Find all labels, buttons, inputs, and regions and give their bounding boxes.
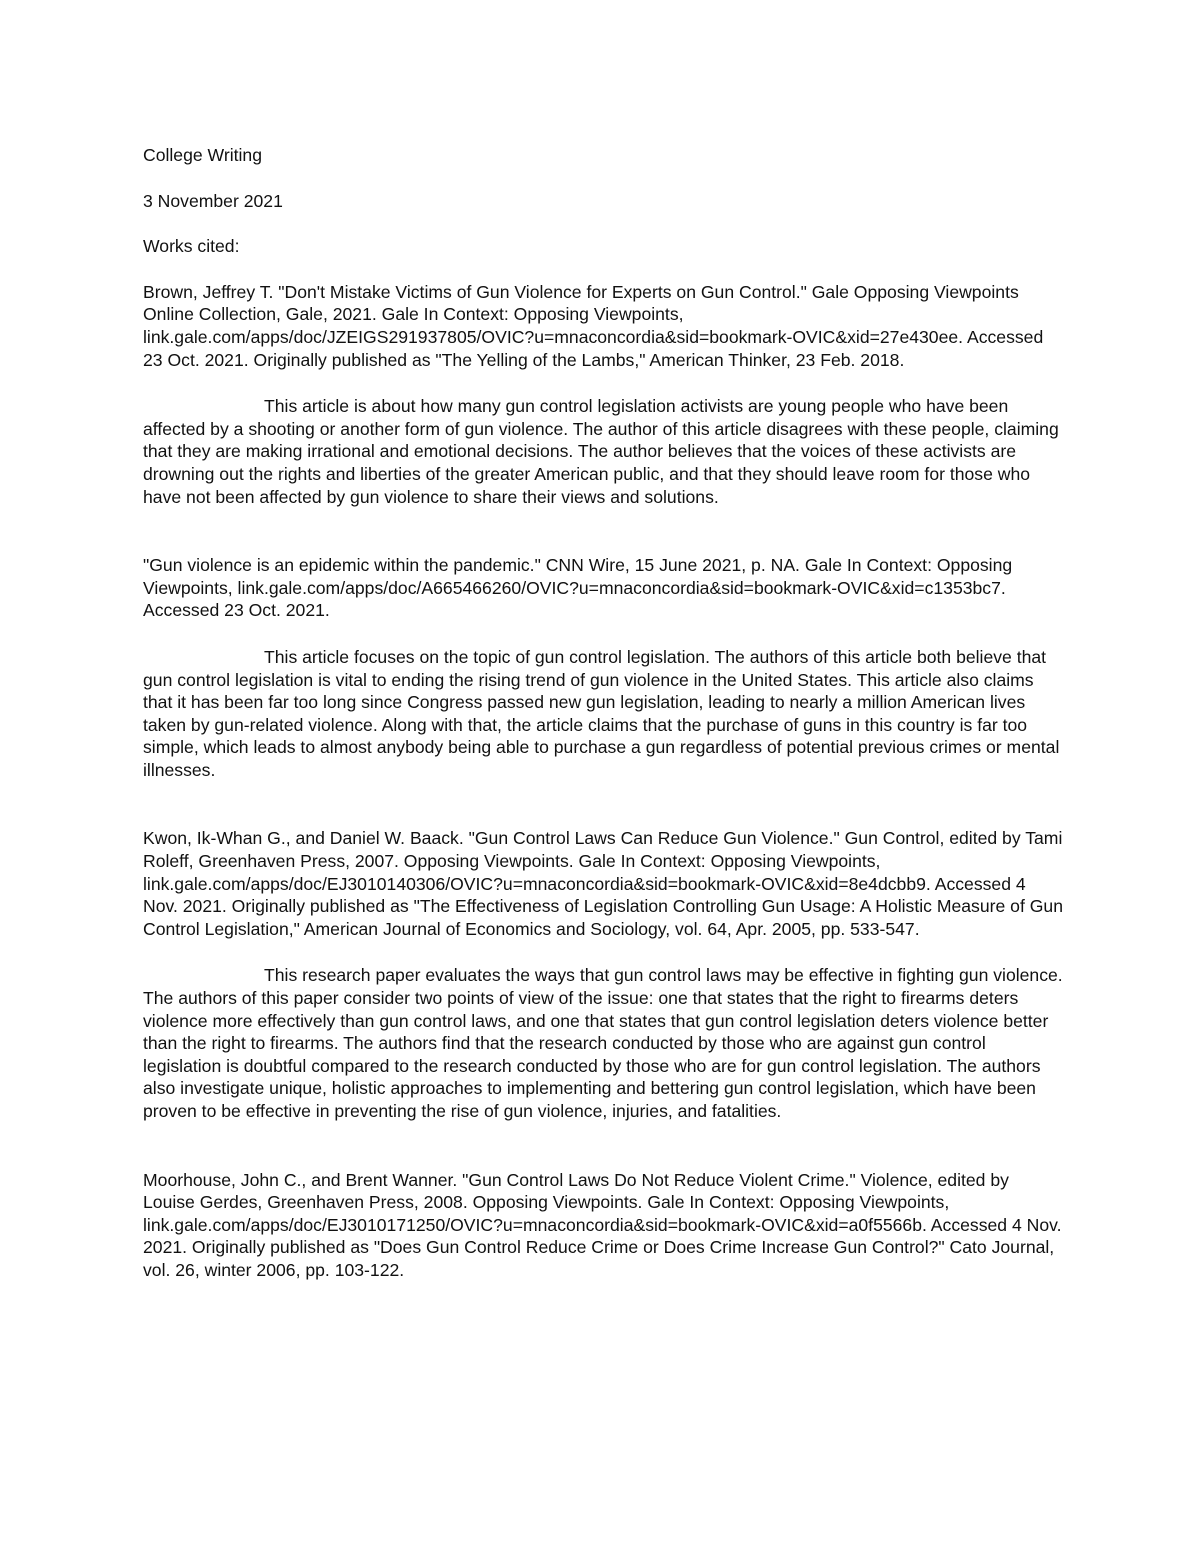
annotation-brown: This article is about how many gun control legislation activists are young people who have been affected by a shooting or another form of gun violence. The author of this article disagrees with these people, claiming that they are making irrational and emotional decisions. The author believes that the voices of these activists are drowning out the rights and liberties of the greater American public, and that they should leave room for those who have not been affected by gun violence to share their views and solutions. [143,396,1059,507]
document-body [143,144,1063,1282]
annotation-cnn: This article focuses on the topic of gun control legislation. The authors of this article both believe that gun control legislation is vital to ending the rising trend of gun violence in the United States. This article also claims that it has been far too long since Congress passed new gun legislation, leading to nearly a million American lives taken by gun-related violence. Along with that, the article claims that the purchase of guns in this country is far too simple, which leads to almost anybody being able to purchase a gun regardless of potential previous crimes or mental illnesses. [143,646,1060,780]
course-title: College Writing [143,145,262,165]
spacer [143,622,1063,646]
citation-brown: Brown, Jeffrey T. "Don't Mistake Victims of Gun Violence for Experts on Gun Control." Gale Opposing Viewpoints Online Collection, Gale, 2021. Gale In Context: Opposing Viewpoints, link.gale.com/apps/doc/JZEIGS291937805/OVIC?u=mnaconcordia&sid=bookmark-OVIC&xid=27e430ee. Accessed 23 Oct. 2021. Originally published as "The Yelling of the Lambs," American Thinker, 23 Feb. 2018. [143,281,1044,370]
spacer [143,940,1063,964]
citation-cnn: "Gun violence is an epidemic within the pandemic." CNN Wire, 15 June 2021, p. NA. Gale In Context: Opposing Viewpoints, link.gale.com/apps/doc/A665466260/OVIC?u=mnaconcordia&sid=bookmark-OVIC&xid=c1353bc7. Accessed 23 Oct. 2021. [143,555,1013,621]
works-cited-heading: Works cited: [143,236,240,257]
spacer [143,508,1063,554]
citation-kwon: Kwon, Ik-Whan G., and Daniel W. Baack. "Gun Control Laws Can Reduce Gun Violence." Gun Control, edited by Tami Roleff, Greenhaven Press, 2007. Opposing Viewpoints. Gale In Context: Opposing Viewpoints, link.gale.com/apps/doc/EJ3010140306/OVIC?u=mnaconcordia&sid=bookmark-OVIC&xid=8e4dcbb9. Accessed 4 Nov. 2021. Originally published as "The Effectiveness of Legislation Controlling Gun Usage: A Holistic Measure of Gun Control Legislation," American Journal of Economics and Sociology, vol. 64, Apr. 2005, pp. 533-547. [143,828,1063,939]
annotation-kwon: This research paper evaluates the ways that gun control laws may be effective in fighting gun violence. The authors of this paper consider two points of view of the issue: one that states that the right to firearms deters violence more effectively than gun control laws, and one that states that gun control legislation deters violence better than the right to firearms. The authors find that the research conducted by those who are against gun control legislation is doubtful compared to the research conducted by those who are for gun control legislation. The authors also investigate unique, holistic approaches to implementing and bettering gun control legislation, which have been proven to be effective in preventing the rise of gun violence, injuries, and fatalities. [143,965,1063,1121]
spacer [143,371,1063,395]
spacer [143,781,1063,827]
citation-moorhouse: Moorhouse, John C., and Brent Wanner. "Gun Control Laws Do Not Reduce Violent Crime." Violence, edited by Louise Gerdes, Greenhaven Press, 2008. Opposing Viewpoints. Gale In Context: Opposing Viewpoints, link.gale.com/apps/doc/EJ3010171250/OVIC?u=mnaconcordia&sid=bookmark-OVIC&xid=a0f5566b. Accessed 4 Nov. 2021. Originally published as "Does Gun Control Reduce Crime or Does Crime Increase Gun Control?" Cato Journal, vol. 26, winter 2006, pp. 103-122. [143,1169,1062,1280]
document-date: 3 November 2021 [143,190,283,211]
spacer [143,1123,1063,1169]
